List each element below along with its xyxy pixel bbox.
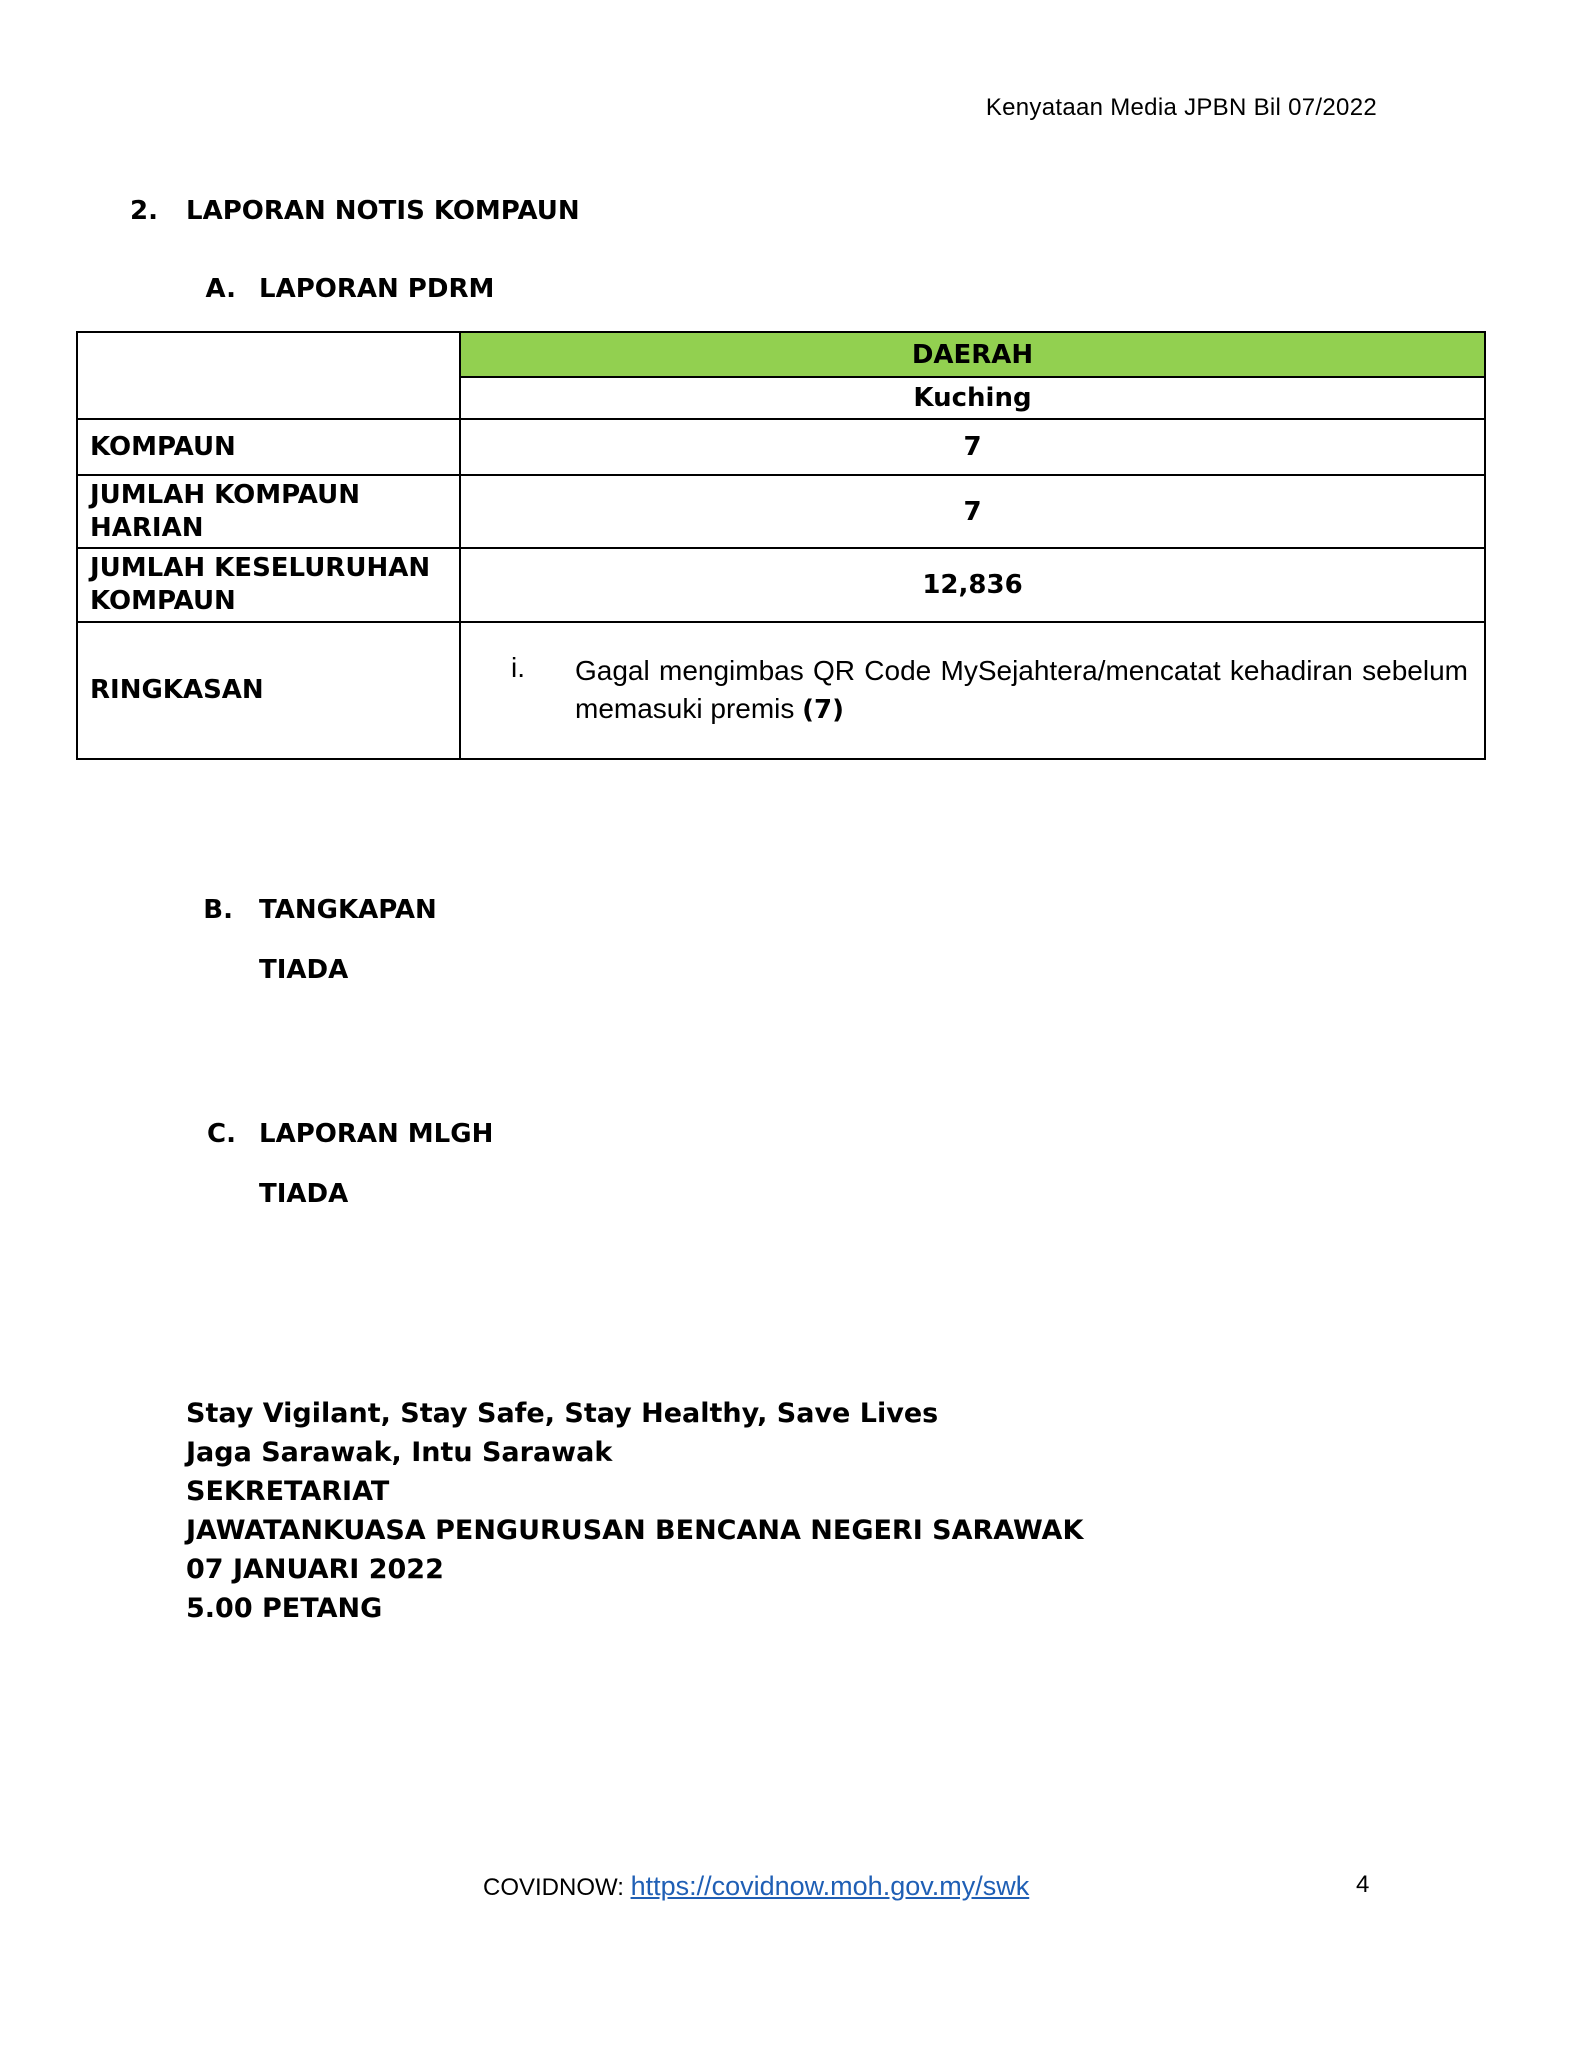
summary-item (473, 652, 1472, 729)
subsection-a-letter: A. (205, 274, 236, 304)
closing-secretariat: SEKRETARIAT (186, 1476, 390, 1507)
closing-block (186, 1394, 1083, 1628)
row-label: KOMPAUN (77, 419, 460, 475)
closing-tagline: Jaga Sarawak, Intu Sarawak (186, 1437, 613, 1468)
subsection-c-letter: C. (207, 1119, 236, 1149)
summary-item-count: (7) (802, 695, 845, 725)
subsection-b-title: TANGKAPAN (259, 895, 437, 925)
row-label: JUMLAH KOMPAUN HARIAN (77, 475, 460, 548)
table-corner-cell (77, 332, 460, 419)
closing-slogan: Stay Vigilant, Stay Safe, Stay Healthy, Save Lives (186, 1398, 939, 1429)
summary-cell (460, 622, 1485, 759)
table-row (77, 622, 1485, 759)
summary-item-text-wrap (575, 652, 1468, 729)
table-row (77, 548, 1485, 622)
subsection-c-content: TIADA (259, 1179, 349, 1209)
section-number: 2. (130, 196, 158, 226)
footer-label: COVIDNOW: (483, 1874, 631, 1901)
section-title: LAPORAN NOTIS KOMPAUN (186, 196, 580, 226)
closing-date: 07 JANUARI 2022 (186, 1554, 444, 1585)
header-reference: Kenyataan Media JPBN Bil 07/2022 (985, 94, 1377, 121)
subsection-b-letter: B. (203, 895, 233, 925)
covidnow-link[interactable]: https://covidnow.moh.gov.my/swk (630, 1871, 1030, 1901)
row-value: 7 (460, 475, 1485, 548)
row-label: JUMLAH KESELURUHAN KOMPAUN (77, 548, 460, 622)
subsection-a-title: LAPORAN PDRM (259, 274, 495, 304)
table-row (77, 475, 1485, 548)
closing-committee: JAWATANKUASA PENGURUSAN BENCANA NEGERI SARAWAK (186, 1515, 1084, 1546)
table-group-header: DAERAH (460, 332, 1485, 377)
subsection-c-title: LAPORAN MLGH (259, 1119, 494, 1149)
page-number: 4 (1356, 1871, 1370, 1898)
subsection-b-content: TIADA (259, 955, 349, 985)
row-value: 7 (460, 419, 1485, 475)
summary-item-text: Gagal mengimbas QR Code MySejahtera/mencatat kehadiran sebelum memasuki premis (575, 655, 1468, 724)
summary-label: RINGKASAN (77, 622, 460, 759)
table-district-header: Kuching (460, 377, 1485, 419)
footer (483, 1871, 1029, 1902)
closing-time: 5.00 PETANG (186, 1593, 383, 1624)
summary-item-number: i. (511, 652, 525, 683)
table-row (77, 419, 1485, 475)
row-value: 12,836 (460, 548, 1485, 622)
compound-table (76, 331, 1486, 760)
